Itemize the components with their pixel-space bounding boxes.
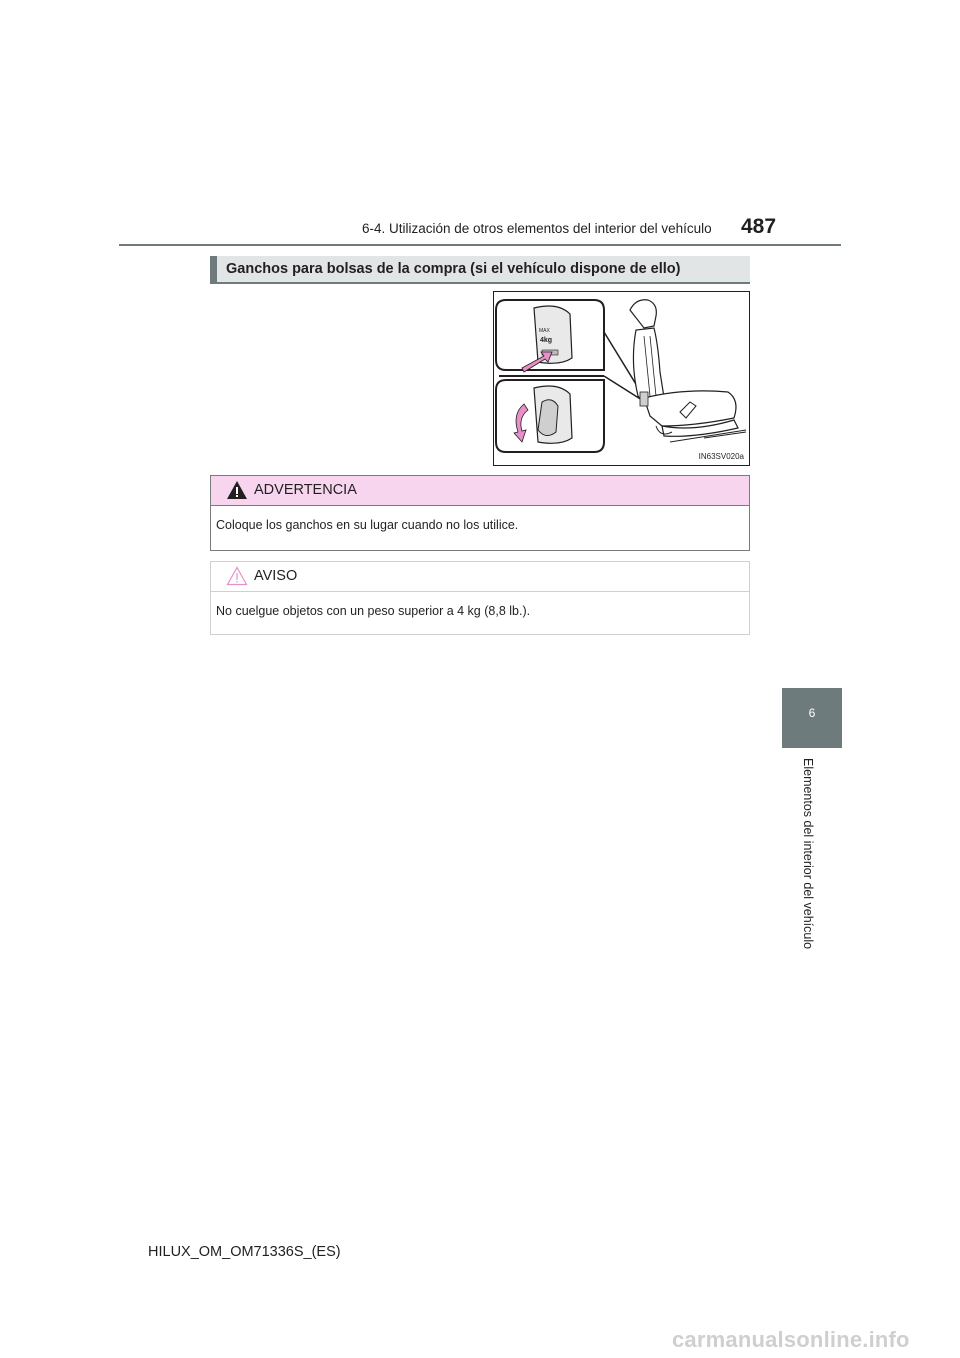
header-rule xyxy=(119,244,841,246)
section-heading xyxy=(210,256,750,284)
section-heading-bar xyxy=(210,256,217,282)
site-watermark: carmanualsonline.info xyxy=(672,1327,910,1352)
chapter-number: 6 xyxy=(808,706,816,720)
hook-max-label: MAX xyxy=(539,328,550,334)
running-header-title: 6-4. Utilización de otros elementos del interior del vehículo xyxy=(362,221,712,236)
document-code: HILUX_OM_OM71336S_(ES) xyxy=(148,1244,341,1260)
warning-box xyxy=(210,475,750,551)
notice-box xyxy=(210,561,750,635)
chapter-tab xyxy=(782,688,842,748)
figure-code: IN63SV020a xyxy=(698,452,744,461)
shopping-hook-illustration xyxy=(493,291,750,466)
notice-header xyxy=(211,562,749,592)
warning-text: Coloque los ganchos en su lugar cuando no los utilice. xyxy=(216,518,519,532)
seat-hook-drawing xyxy=(494,292,749,465)
section-heading-text: Ganchos para bolsas de la compra (si el vehículo dispone de ello) xyxy=(226,261,681,277)
caution-triangle-icon xyxy=(226,566,248,586)
notice-title: AVISO xyxy=(254,568,298,584)
warning-header xyxy=(211,476,749,506)
warning-title: ADVERTENCIA xyxy=(254,482,357,498)
hook-weight-label: 4kg xyxy=(540,337,553,344)
chapter-label: Elementos del interior del vehículo xyxy=(801,758,815,950)
warning-triangle-icon xyxy=(226,480,248,500)
notice-text: No cuelgue objetos con un peso superior a 4 kg (8,8 lb.). xyxy=(216,604,531,618)
page-number: 487 xyxy=(741,215,777,238)
